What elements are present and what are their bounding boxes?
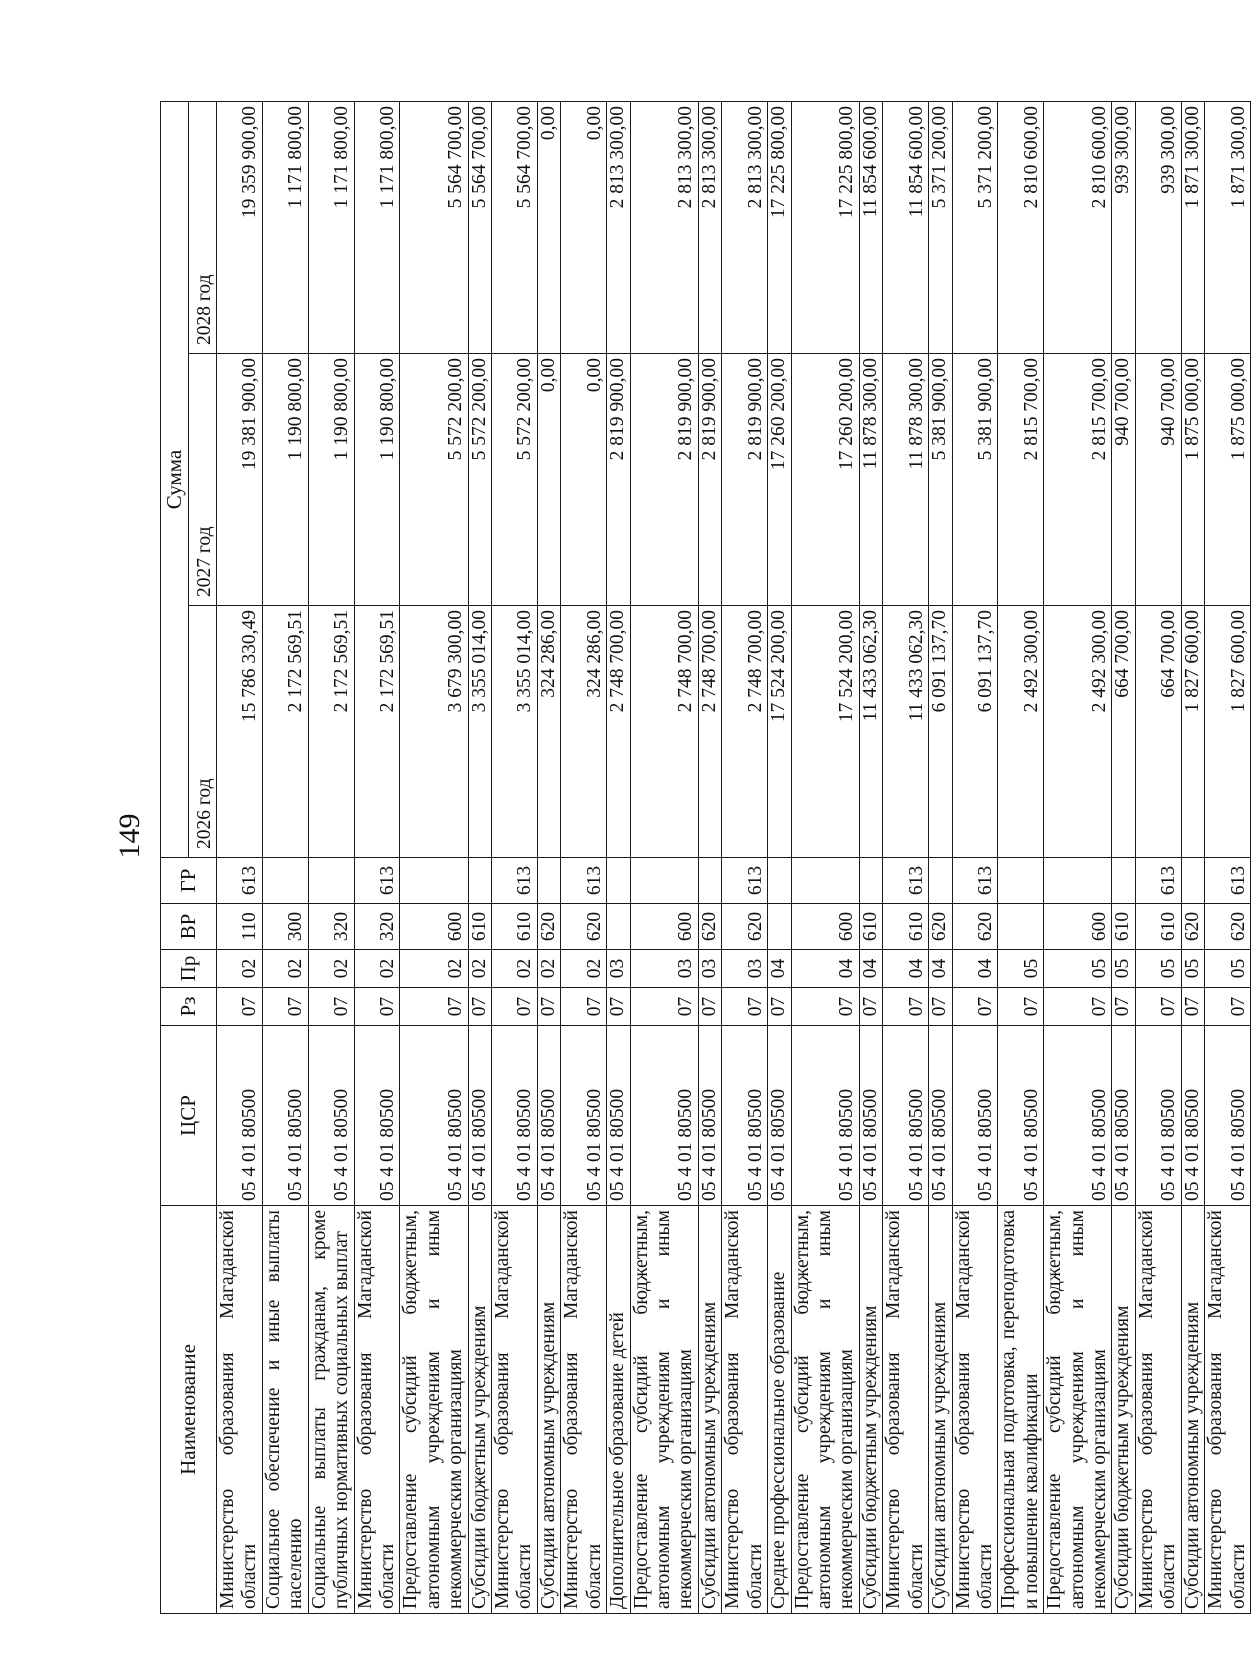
cell-pr: 05 — [998, 950, 1044, 988]
cell-csr: 05 4 01 80500 — [308, 1026, 354, 1206]
cell-2028: 5 371 200,00 — [952, 101, 998, 353]
cell-2026: 3 355 014,00 — [492, 606, 538, 858]
cell-name: Социальные выплаты гражданам, кроме публичных нормативных социальных выплат — [308, 1206, 354, 1614]
header-2028: 2028 год — [189, 101, 217, 353]
cell-name: Субсидии автономным учреждениям — [929, 1206, 952, 1614]
cell-2028: 5 371 200,00 — [929, 101, 952, 353]
cell-rz: 07 — [217, 988, 263, 1026]
cell-vr: 600 — [630, 904, 698, 950]
cell-vr: 610 — [1135, 904, 1181, 950]
cell-rz: 07 — [1205, 988, 1251, 1026]
cell-2026: 6 091 137,70 — [929, 606, 952, 858]
cell-name: Министерство образования Магаданской области — [1205, 1206, 1251, 1614]
cell-pr: 04 — [859, 950, 882, 988]
cell-gr — [537, 858, 560, 904]
cell-rz: 07 — [791, 988, 859, 1026]
cell-2026: 2 172 569,51 — [262, 606, 308, 858]
cell-csr: 05 4 01 80500 — [1135, 1026, 1181, 1206]
cell-pr: 05 — [1044, 950, 1112, 988]
cell-csr: 05 4 01 80500 — [791, 1026, 859, 1206]
header-rz: Рз — [161, 988, 217, 1026]
cell-2028: 939 300,00 — [1135, 101, 1181, 353]
cell-vr: 620 — [1205, 904, 1251, 950]
cell-vr: 610 — [859, 904, 882, 950]
cell-rz: 07 — [308, 988, 354, 1026]
cell-2026: 11 433 062,30 — [859, 606, 882, 858]
cell-2027: 5 572 200,00 — [468, 354, 491, 606]
cell-vr: 300 — [262, 904, 308, 950]
cell-gr — [859, 858, 882, 904]
cell-2026: 11 433 062,30 — [883, 606, 929, 858]
cell-pr: 04 — [791, 950, 859, 988]
cell-vr: 620 — [722, 904, 768, 950]
cell-name: Субсидии бюджетным учреждениям — [859, 1206, 882, 1614]
cell-2026: 2 748 700,00 — [722, 606, 768, 858]
cell-gr — [1112, 858, 1135, 904]
cell-rz: 07 — [400, 988, 468, 1026]
cell-2026: 664 700,00 — [1112, 606, 1135, 858]
table-row — [607, 101, 630, 1613]
cell-2027: 5 381 900,00 — [952, 354, 998, 606]
cell-csr: 05 4 01 80500 — [1181, 1026, 1204, 1206]
cell-vr: 610 — [468, 904, 491, 950]
cell-rz: 07 — [768, 988, 791, 1026]
table-row — [262, 101, 308, 1613]
cell-2028: 5 564 700,00 — [400, 101, 468, 353]
cell-2027: 2 815 700,00 — [1044, 354, 1112, 606]
cell-2028: 17 225 800,00 — [768, 101, 791, 353]
cell-pr: 02 — [468, 950, 491, 988]
cell-2026: 2 748 700,00 — [607, 606, 630, 858]
cell-name: Предоставление субсидий бюджетным, автономным учреждениям и иным некоммерческим организациям — [791, 1206, 859, 1614]
table-row — [561, 101, 607, 1613]
cell-vr: 320 — [308, 904, 354, 950]
cell-vr: 620 — [561, 904, 607, 950]
cell-2028: 2 813 300,00 — [698, 101, 721, 353]
cell-gr — [630, 858, 698, 904]
table-row — [1181, 101, 1204, 1613]
table-row — [217, 101, 263, 1613]
cell-pr: 02 — [492, 950, 538, 988]
header-row-1 — [161, 101, 189, 1613]
cell-2027: 1 875 000,00 — [1181, 354, 1204, 606]
cell-2028: 17 225 800,00 — [791, 101, 859, 353]
budget-table — [160, 101, 1251, 1614]
cell-2027: 1 190 800,00 — [354, 354, 400, 606]
cell-vr: 110 — [217, 904, 263, 950]
cell-vr: 600 — [791, 904, 859, 950]
cell-name: Предоставление субсидий бюджетным, автономным учреждениям и иным некоммерческим организациям — [630, 1206, 698, 1614]
cell-gr — [607, 858, 630, 904]
cell-name: Министерство образования Магаданской области — [952, 1206, 998, 1614]
cell-name: Предоставление субсидий бюджетным, автономным учреждениям и иным некоммерческим организациям — [1044, 1206, 1112, 1614]
cell-2027: 1 190 800,00 — [308, 354, 354, 606]
cell-2027: 5 381 900,00 — [929, 354, 952, 606]
cell-rz: 07 — [630, 988, 698, 1026]
cell-name: Министерство образования Магаданской области — [883, 1206, 929, 1614]
cell-rz: 07 — [1181, 988, 1204, 1026]
cell-gr — [1044, 858, 1112, 904]
cell-csr: 05 4 01 80500 — [998, 1026, 1044, 1206]
cell-pr: 05 — [1205, 950, 1251, 988]
cell-2028: 0,00 — [561, 101, 607, 353]
cell-pr: 02 — [561, 950, 607, 988]
cell-csr: 05 4 01 80500 — [883, 1026, 929, 1206]
cell-2028: 5 564 700,00 — [492, 101, 538, 353]
cell-rz: 07 — [1135, 988, 1181, 1026]
cell-name: Предоставление субсидий бюджетным, автономным учреждениям и иным некоммерческим организациям — [400, 1206, 468, 1614]
cell-2026: 15 786 330,49 — [217, 606, 263, 858]
table-row — [537, 101, 560, 1613]
header-name: Наименование — [161, 1206, 217, 1614]
cell-2027: 17 260 200,00 — [768, 354, 791, 606]
cell-2026: 2 172 569,51 — [354, 606, 400, 858]
cell-gr — [308, 858, 354, 904]
cell-2027: 2 819 900,00 — [698, 354, 721, 606]
cell-2027: 2 815 700,00 — [998, 354, 1044, 606]
cell-name: Министерство образования Магаданской области — [1135, 1206, 1181, 1614]
cell-2027: 11 878 300,00 — [859, 354, 882, 606]
cell-pr: 04 — [768, 950, 791, 988]
cell-2027: 1 875 000,00 — [1205, 354, 1251, 606]
cell-vr: 620 — [537, 904, 560, 950]
table-row — [952, 101, 998, 1613]
cell-2026: 6 091 137,70 — [952, 606, 998, 858]
cell-pr: 05 — [1135, 950, 1181, 988]
cell-2028: 0,00 — [537, 101, 560, 353]
header-csr: ЦСР — [161, 1026, 217, 1206]
cell-name: Министерство образования Магаданской области — [561, 1206, 607, 1614]
cell-vr: 610 — [1112, 904, 1135, 950]
cell-name: Министерство образования Магаданской области — [354, 1206, 400, 1614]
table-row — [722, 101, 768, 1613]
cell-gr — [698, 858, 721, 904]
cell-name: Профессиональная подготовка, переподготовка и повышение квалификации — [998, 1206, 1044, 1614]
cell-name: Социальное обеспечение и иные выплаты населению — [262, 1206, 308, 1614]
cell-rz: 07 — [561, 988, 607, 1026]
cell-2027: 2 819 900,00 — [630, 354, 698, 606]
table-row — [630, 101, 698, 1613]
cell-csr: 05 4 01 80500 — [537, 1026, 560, 1206]
cell-gr — [262, 858, 308, 904]
cell-csr: 05 4 01 80500 — [492, 1026, 538, 1206]
cell-name: Среднее профессиональное образование — [768, 1206, 791, 1614]
header-gr: ГР — [161, 858, 217, 904]
cell-name: Субсидии автономным учреждениям — [698, 1206, 721, 1614]
cell-csr: 05 4 01 80500 — [722, 1026, 768, 1206]
cell-rz: 07 — [1112, 988, 1135, 1026]
cell-2026: 324 286,00 — [537, 606, 560, 858]
table-row — [1205, 101, 1251, 1613]
cell-rz: 07 — [492, 988, 538, 1026]
cell-name: Субсидии бюджетным учреждениям — [468, 1206, 491, 1614]
cell-pr: 02 — [354, 950, 400, 988]
cell-csr: 05 4 01 80500 — [262, 1026, 308, 1206]
cell-vr: 610 — [492, 904, 538, 950]
cell-2027: 940 700,00 — [1112, 354, 1135, 606]
cell-rz: 07 — [607, 988, 630, 1026]
cell-csr: 05 4 01 80500 — [400, 1026, 468, 1206]
cell-pr: 03 — [722, 950, 768, 988]
cell-pr: 02 — [400, 950, 468, 988]
cell-2026: 2 748 700,00 — [698, 606, 721, 858]
cell-gr — [929, 858, 952, 904]
cell-pr: 03 — [698, 950, 721, 988]
cell-2027: 5 572 200,00 — [492, 354, 538, 606]
cell-2026: 3 679 300,00 — [400, 606, 468, 858]
cell-name: Дополнительное образование детей — [607, 1206, 630, 1614]
cell-gr: 613 — [952, 858, 998, 904]
cell-gr — [791, 858, 859, 904]
cell-2026: 1 827 600,00 — [1205, 606, 1251, 858]
cell-pr: 04 — [952, 950, 998, 988]
cell-pr: 04 — [883, 950, 929, 988]
table-row — [698, 101, 721, 1613]
table-row — [308, 101, 354, 1613]
cell-rz: 07 — [1044, 988, 1112, 1026]
cell-2028: 11 854 600,00 — [883, 101, 929, 353]
table-row — [468, 101, 491, 1613]
cell-pr: 03 — [630, 950, 698, 988]
cell-csr: 05 4 01 80500 — [1112, 1026, 1135, 1206]
cell-rz: 07 — [698, 988, 721, 1026]
cell-vr: 610 — [883, 904, 929, 950]
cell-rz: 07 — [354, 988, 400, 1026]
cell-2027: 17 260 200,00 — [791, 354, 859, 606]
cell-2026: 17 524 200,00 — [768, 606, 791, 858]
cell-name: Министерство образования Магаданской области — [722, 1206, 768, 1614]
cell-csr: 05 4 01 80500 — [1044, 1026, 1112, 1206]
cell-csr: 05 4 01 80500 — [217, 1026, 263, 1206]
cell-rz: 07 — [468, 988, 491, 1026]
cell-csr: 05 4 01 80500 — [354, 1026, 400, 1206]
table-row — [354, 101, 400, 1613]
cell-rz: 07 — [722, 988, 768, 1026]
cell-gr — [400, 858, 468, 904]
cell-2028: 11 854 600,00 — [859, 101, 882, 353]
cell-rz: 07 — [952, 988, 998, 1026]
cell-rz: 07 — [262, 988, 308, 1026]
cell-name: Субсидии автономным учреждениям — [1181, 1206, 1204, 1614]
cell-2026: 2 492 300,00 — [1044, 606, 1112, 858]
cell-vr — [768, 904, 791, 950]
cell-vr — [998, 904, 1044, 950]
cell-2028: 2 813 300,00 — [607, 101, 630, 353]
cell-vr: 620 — [929, 904, 952, 950]
cell-gr — [998, 858, 1044, 904]
cell-gr: 613 — [561, 858, 607, 904]
cell-2026: 2 172 569,51 — [308, 606, 354, 858]
cell-name: Министерство образования Магаданской области — [492, 1206, 538, 1614]
cell-2026: 3 355 014,00 — [468, 606, 491, 858]
cell-csr: 05 4 01 80500 — [952, 1026, 998, 1206]
table-row — [492, 101, 538, 1613]
cell-2027: 19 381 900,00 — [217, 354, 263, 606]
cell-2026: 1 827 600,00 — [1181, 606, 1204, 858]
cell-2028: 19 359 900,00 — [217, 101, 263, 353]
cell-2028: 1 871 300,00 — [1181, 101, 1204, 353]
cell-vr: 320 — [354, 904, 400, 950]
cell-pr: 02 — [217, 950, 263, 988]
cell-csr: 05 4 01 80500 — [859, 1026, 882, 1206]
cell-2027: 940 700,00 — [1135, 354, 1181, 606]
cell-vr — [607, 904, 630, 950]
cell-gr: 613 — [1205, 858, 1251, 904]
cell-pr: 02 — [308, 950, 354, 988]
table-row — [768, 101, 791, 1613]
cell-2026: 664 700,00 — [1135, 606, 1181, 858]
header-pr: Пр — [161, 950, 217, 988]
table-row — [791, 101, 859, 1613]
cell-gr: 613 — [1135, 858, 1181, 904]
header-2026: 2026 год — [189, 606, 217, 858]
table-row — [1135, 101, 1181, 1613]
cell-pr: 02 — [537, 950, 560, 988]
cell-2026: 2 748 700,00 — [630, 606, 698, 858]
cell-csr: 05 4 01 80500 — [468, 1026, 491, 1206]
table-body — [217, 101, 1251, 1613]
cell-2027: 11 878 300,00 — [883, 354, 929, 606]
cell-rz: 07 — [929, 988, 952, 1026]
cell-vr: 600 — [400, 904, 468, 950]
cell-2026: 17 524 200,00 — [791, 606, 859, 858]
cell-2027: 1 190 800,00 — [262, 354, 308, 606]
header-vr: ВР — [161, 904, 217, 950]
page-number: 149 — [113, 813, 146, 859]
cell-2028: 2 813 300,00 — [722, 101, 768, 353]
cell-2028: 2 810 600,00 — [998, 101, 1044, 353]
cell-csr: 05 4 01 80500 — [607, 1026, 630, 1206]
cell-2027: 0,00 — [537, 354, 560, 606]
cell-pr: 03 — [607, 950, 630, 988]
cell-2027: 0,00 — [561, 354, 607, 606]
cell-rz: 07 — [883, 988, 929, 1026]
cell-gr — [768, 858, 791, 904]
table-row — [998, 101, 1044, 1613]
cell-2027: 2 819 900,00 — [722, 354, 768, 606]
table-row — [929, 101, 952, 1613]
cell-vr: 620 — [698, 904, 721, 950]
table-row — [883, 101, 929, 1613]
cell-csr: 05 4 01 80500 — [698, 1026, 721, 1206]
cell-2026: 324 286,00 — [561, 606, 607, 858]
header-2027: 2027 год — [189, 354, 217, 606]
header-sum: Сумма — [161, 101, 189, 857]
cell-2028: 1 871 300,00 — [1205, 101, 1251, 353]
table-row — [859, 101, 882, 1613]
cell-gr: 613 — [354, 858, 400, 904]
cell-2026: 2 492 300,00 — [998, 606, 1044, 858]
table-row — [1044, 101, 1112, 1613]
cell-csr: 05 4 01 80500 — [630, 1026, 698, 1206]
cell-2028: 939 300,00 — [1112, 101, 1135, 353]
cell-gr — [1181, 858, 1204, 904]
cell-2028: 5 564 700,00 — [468, 101, 491, 353]
cell-name: Субсидии автономным учреждениям — [537, 1206, 560, 1614]
cell-gr: 613 — [883, 858, 929, 904]
cell-pr: 04 — [929, 950, 952, 988]
cell-gr — [468, 858, 491, 904]
cell-vr: 600 — [1044, 904, 1112, 950]
cell-gr: 613 — [722, 858, 768, 904]
cell-vr: 620 — [952, 904, 998, 950]
cell-pr: 05 — [1181, 950, 1204, 988]
cell-csr: 05 4 01 80500 — [1205, 1026, 1251, 1206]
cell-2027: 2 819 900,00 — [607, 354, 630, 606]
cell-csr: 05 4 01 80500 — [929, 1026, 952, 1206]
cell-gr: 613 — [492, 858, 538, 904]
cell-vr: 620 — [1181, 904, 1204, 950]
cell-2028: 1 171 800,00 — [308, 101, 354, 353]
cell-rz: 07 — [859, 988, 882, 1026]
cell-csr: 05 4 01 80500 — [561, 1026, 607, 1206]
cell-gr: 613 — [217, 858, 263, 904]
cell-name: Министерство образования Магаданской области — [217, 1206, 263, 1614]
cell-2027: 5 572 200,00 — [400, 354, 468, 606]
cell-2028: 1 171 800,00 — [354, 101, 400, 353]
cell-name: Субсидии бюджетным учреждениям — [1112, 1206, 1135, 1614]
cell-2028: 1 171 800,00 — [262, 101, 308, 353]
cell-2028: 2 813 300,00 — [630, 101, 698, 353]
cell-2028: 2 810 600,00 — [1044, 101, 1112, 353]
table-row — [1112, 101, 1135, 1613]
cell-pr: 02 — [262, 950, 308, 988]
cell-rz: 07 — [537, 988, 560, 1026]
cell-pr: 05 — [1112, 950, 1135, 988]
table-row — [400, 101, 468, 1613]
cell-rz: 07 — [998, 988, 1044, 1026]
cell-csr: 05 4 01 80500 — [768, 1026, 791, 1206]
rotated-table-wrapper — [160, 102, 1249, 1614]
